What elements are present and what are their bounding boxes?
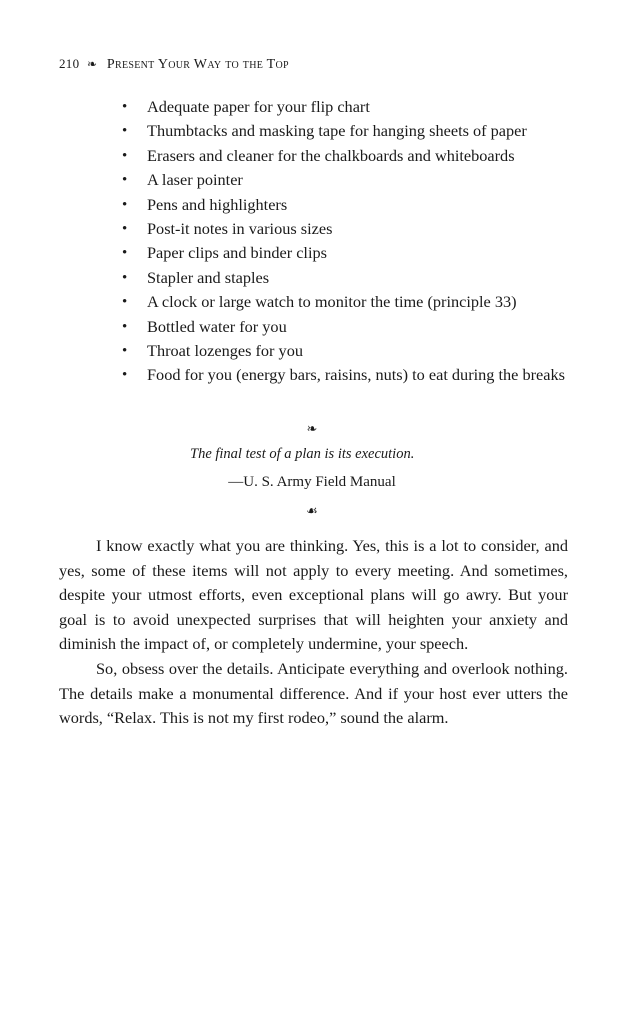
bullet-icon: • [122,172,128,189]
bullet-icon: • [122,196,128,213]
page-number: 210 [59,56,80,71]
list-item [120,290,570,314]
checklist [120,95,570,388]
list-item-text: Erasers and cleaner for the chalkboards and whiteboards [147,145,515,165]
list-item [120,339,570,363]
list-item [120,119,570,143]
list-item [120,363,570,387]
list-item [120,168,570,192]
fleuron-icon: ☙ [306,503,318,518]
bullet-icon: • [122,99,128,115]
bullet-icon: • [122,367,128,384]
bullet-icon: • [122,343,128,360]
bullet-icon: • [122,147,128,164]
list-item-text: Thumbtacks and masking tape for hanging sheets of paper [147,121,527,141]
list-item-text: Adequate paper for your flip chart [147,97,370,116]
epigraph-quote: The final test of a plan is its execution. [190,446,415,462]
paragraph: So, obsess over the details. Anticipate everything and overlook nothing. The details make a monumental difference. And if your host ever utters the words, “Relax. This is not my first rodeo,” sound the alarm. [59,658,568,728]
bullet-icon: • [122,123,128,140]
list-item [120,144,570,168]
body-text [59,534,568,731]
list-item [120,193,570,217]
running-header [59,56,289,73]
running-title: Present Your Way to the Top [106,57,289,72]
list-item-text: Stapler and staples [147,267,270,287]
bullet-icon: • [122,245,128,262]
fleuron-icon: ❧ [86,57,98,71]
list-item-text: Paper clips and binder clips [147,243,327,263]
bullet-icon: • [122,269,128,286]
list-item-text: A laser pointer [147,170,243,190]
list-item-text: A clock or large watch to monitor the time (principle 33) [147,292,517,312]
list-item-text: Throat lozenges for you [147,341,303,361]
list-item [120,95,570,119]
list-item [120,217,570,241]
list-item-text: Bottled water for you [147,316,287,336]
list-item [120,241,570,265]
list-item-text: Food for you (energy bars, raisins, nuts) to eat during the breaks [147,365,565,385]
list-item [120,315,570,339]
fleuron-icon: ❧ [306,421,318,436]
list-item-text: Pens and highlighters [147,194,288,214]
list-item [120,266,570,290]
bullet-icon: • [122,221,128,238]
epigraph-attribution: —U. S. Army Field Manual [228,474,396,490]
paragraph: I know exactly what you are thinking. Yes, this is a lot to consider, and yes, some of these items will not apply to every meeting. And sometimes, despite your utmost efforts, even exceptional plans will go awry. But your goal is to avoid unexpected surprises that will heighten your anxiety and diminish the impact of, or completely undermine, your speech. [59,536,568,654]
list-item-text: Post-it notes in various sizes [147,219,333,239]
bullet-icon: • [122,318,128,335]
bullet-icon: • [122,294,128,311]
